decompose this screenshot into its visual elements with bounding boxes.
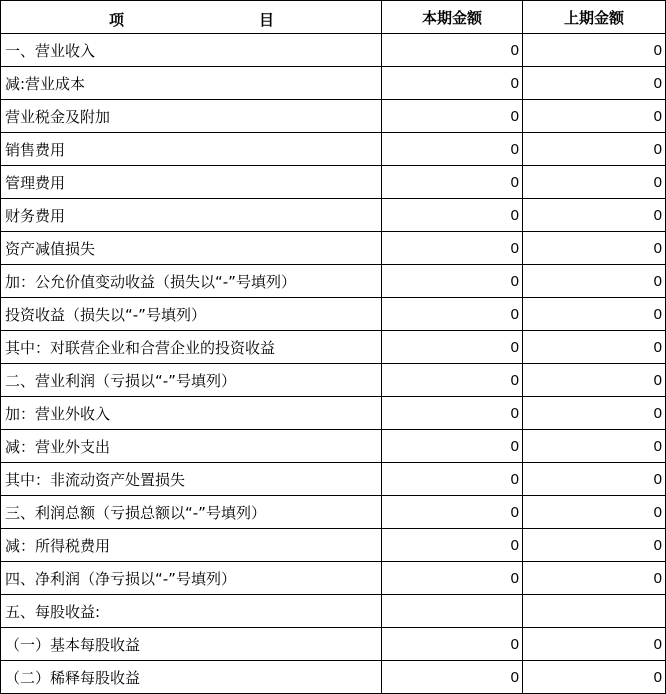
row-current-amount: 0	[382, 529, 523, 562]
header-current-amount: 本期金额	[382, 1, 523, 34]
row-previous-amount: 0	[523, 562, 666, 595]
header-item	[1, 1, 382, 34]
table-row	[1, 67, 666, 100]
row-label: 管理费用	[1, 166, 382, 199]
table-row	[1, 34, 666, 67]
header-item-part1: 项	[109, 11, 125, 29]
table-row	[1, 265, 666, 298]
row-label: 二、营业利润（亏损以“-”号填列）	[1, 364, 382, 397]
table-row	[1, 331, 666, 364]
row-label: 其中：非流动资产处置损失	[1, 463, 382, 496]
row-label: 财务费用	[1, 199, 382, 232]
table-row	[1, 397, 666, 430]
row-current-amount: 0	[382, 67, 523, 100]
header-item-part2: 目	[259, 11, 275, 29]
row-previous-amount: 0	[523, 463, 666, 496]
table-row	[1, 364, 666, 397]
table-row	[1, 166, 666, 199]
row-label: （二）稀释每股收益	[1, 661, 382, 694]
row-current-amount: 0	[382, 34, 523, 67]
row-current-amount: 0	[382, 331, 523, 364]
row-current-amount: 0	[382, 364, 523, 397]
header-row	[1, 1, 666, 34]
table-row	[1, 529, 666, 562]
row-label: 营业税金及附加	[1, 100, 382, 133]
table-row	[1, 628, 666, 661]
row-previous-amount: 0	[523, 298, 666, 331]
row-label: 资产减值损失	[1, 232, 382, 265]
row-previous-amount: 0	[523, 397, 666, 430]
row-previous-amount: 0	[523, 265, 666, 298]
row-current-amount: 0	[382, 265, 523, 298]
row-current-amount: 0	[382, 166, 523, 199]
row-previous-amount: 0	[523, 661, 666, 694]
row-current-amount: 0	[382, 133, 523, 166]
row-label: 减:营业成本	[1, 67, 382, 100]
row-current-amount: 0	[382, 661, 523, 694]
row-current-amount: 0	[382, 298, 523, 331]
row-previous-amount: 0	[523, 34, 666, 67]
row-label: （一）基本每股收益	[1, 628, 382, 661]
row-label: 加：营业外收入	[1, 397, 382, 430]
row-current-amount: 0	[382, 562, 523, 595]
row-previous-amount	[523, 595, 666, 628]
row-label: 投资收益（损失以“-”号填列）	[1, 298, 382, 331]
row-current-amount: 0	[382, 496, 523, 529]
row-label: 四、净利润（净亏损以“-”号填列）	[1, 562, 382, 595]
table-row	[1, 100, 666, 133]
row-previous-amount: 0	[523, 100, 666, 133]
row-previous-amount: 0	[523, 496, 666, 529]
row-current-amount	[382, 595, 523, 628]
row-current-amount: 0	[382, 199, 523, 232]
row-label: 其中：对联营企业和合营企业的投资收益	[1, 331, 382, 364]
row-label: 五、每股收益:	[1, 595, 382, 628]
row-label: 加：公允价值变动收益（损失以“-”号填列）	[1, 265, 382, 298]
row-current-amount: 0	[382, 232, 523, 265]
header-previous-amount: 上期金额	[523, 1, 666, 34]
row-previous-amount: 0	[523, 133, 666, 166]
row-current-amount: 0	[382, 463, 523, 496]
table-row	[1, 430, 666, 463]
row-current-amount: 0	[382, 397, 523, 430]
row-previous-amount: 0	[523, 331, 666, 364]
table-row	[1, 496, 666, 529]
table-row	[1, 133, 666, 166]
table-row	[1, 463, 666, 496]
table-row	[1, 199, 666, 232]
row-previous-amount: 0	[523, 430, 666, 463]
row-label: 三、利润总额（亏损总额以“-”号填列）	[1, 496, 382, 529]
table-row	[1, 562, 666, 595]
row-label: 减：所得税费用	[1, 529, 382, 562]
row-previous-amount: 0	[523, 232, 666, 265]
row-label: 销售费用	[1, 133, 382, 166]
row-previous-amount: 0	[523, 166, 666, 199]
row-current-amount: 0	[382, 430, 523, 463]
row-current-amount: 0	[382, 100, 523, 133]
table-row	[1, 595, 666, 628]
table-row	[1, 232, 666, 265]
row-previous-amount: 0	[523, 628, 666, 661]
table-row	[1, 661, 666, 694]
row-previous-amount: 0	[523, 364, 666, 397]
row-label: 一、营业收入	[1, 34, 382, 67]
table-row	[1, 298, 666, 331]
row-previous-amount: 0	[523, 529, 666, 562]
row-label: 减：营业外支出	[1, 430, 382, 463]
row-previous-amount: 0	[523, 67, 666, 100]
row-current-amount: 0	[382, 628, 523, 661]
row-previous-amount: 0	[523, 199, 666, 232]
